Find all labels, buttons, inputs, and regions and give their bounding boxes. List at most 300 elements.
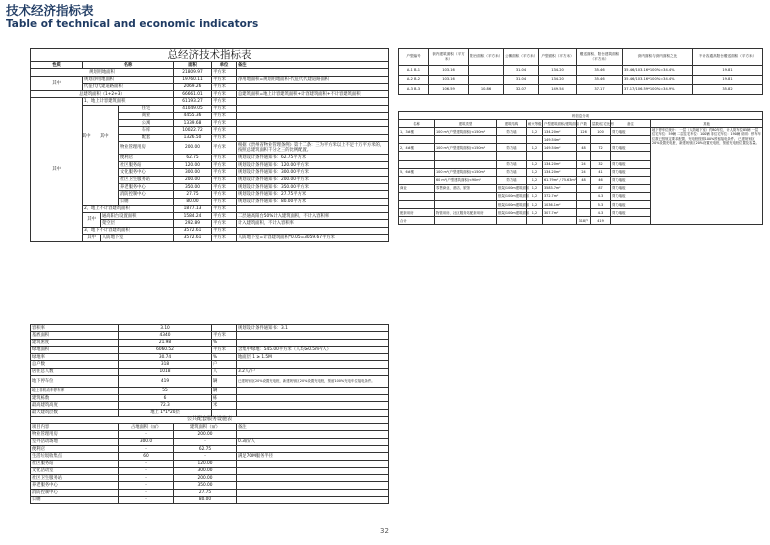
table-cell: 社区卫生服务站 [31,475,119,482]
table-cell: - [119,489,174,496]
table-cell [577,152,591,160]
table-row [399,66,763,76]
table-cell: 307.7m² [543,209,577,217]
table-row [31,395,389,402]
table-cell: 200.00 [174,431,237,438]
table-cell: 社区服务站 [31,460,119,467]
table-cell: 87 [591,184,611,192]
table-cell: 商业 [399,184,435,192]
table-row [31,496,389,503]
table-cell: 1326.50 [174,134,212,141]
table-cell: 60 [119,453,174,460]
col-header: 户型面积（平方米） [539,49,577,66]
table-cell: - [119,460,174,467]
table-cell: 32.07 [504,85,539,95]
col-header: 耐火等级 [527,120,543,128]
sub-group-label: 其中 [100,134,109,139]
table-cell: 平方米 [212,134,237,141]
table-cell: - [174,438,237,445]
table-cell: 剪力墙板 [611,184,651,192]
table-cell: 32 [591,160,611,168]
table-cell: 149.54 [539,85,577,95]
table-cell: 规划用地面积 [31,69,174,76]
table-cell: 净用地面积=规划用地面积-代征代代建道路面积 [237,76,389,83]
table-cell: 地下停车位 [31,375,119,387]
table-cell: 平方米 [212,169,237,176]
table-cell: 剪力墙板 [611,160,651,168]
table-cell: 5.3 [591,201,611,209]
table-row [399,128,763,136]
table-cell: 架空层 [101,220,174,227]
table-cell: 3.2人/户 [237,368,389,375]
table-cell [237,460,389,467]
table-cell: 容积率 [31,325,119,332]
table-row [31,69,389,76]
table-cell: 平方米 [212,154,237,161]
table-cell [212,325,237,332]
table-cell: 框架/100m建筑面积 [497,201,527,209]
table-cell: 公寓 [119,120,174,127]
table-cell: 3、地下不计容建筑面积 [83,227,174,234]
table-cell: 米 [212,402,237,409]
col-header: 面积 [174,62,212,69]
table-cell: 27.75 [174,489,237,496]
table-cell: 消防控制中心 [119,191,174,198]
table-row [31,213,389,220]
table-cell: 平方米 [212,176,237,183]
table-cell: 已建规划区20%设置充电桩，新建规划区20%设置充电桩，预留100%充电车位接电条件。 [237,375,389,387]
table-cell: 1,2 [527,168,543,176]
table-cell: 框架/100m建筑面积 [497,184,527,192]
table-cell: 350.00 [174,482,237,489]
col-header: 项目内容 [31,424,119,431]
table-row [31,205,389,212]
table-cell [237,83,389,90]
table-cell: 200.00 [174,475,237,482]
table-cell: 292.89 [174,220,212,227]
table-cell: 19.81 [693,66,763,76]
col-header: 性质 [31,62,83,69]
table-cell: 栋 [212,395,237,402]
table-cell: 合计 [399,217,435,225]
table-cell [611,152,651,160]
table-cell: 300.00 [174,169,212,176]
table-cell: 60 m²(户型建筑面积)<90m² [435,176,497,184]
table-cell: 1,2 [527,128,543,136]
table-cell: 总建筑面积=地上计容建筑面积+计容建筑面积+不计容建筑面积 [237,91,389,98]
table-cell: 1,2 [527,209,543,217]
table-cell: 80.00 [174,496,237,503]
table-cell: 根据《贵州省物业管理条例》第十二条：三为平方米以上不足十万平方米的，按照总建筑面积千分之三的比例配置。 [237,141,389,154]
table-cell [237,105,389,112]
table-cell: 人防地下室=计容建筑面积*0.05=3059.67平方米 [237,234,389,241]
table-cell: 55 [119,387,212,394]
table-cell: 41049.05 [174,105,212,112]
page-number: 32 [380,527,389,535]
table-cell: 134.20m² [543,168,577,176]
table-cell: 37.17 [577,85,623,95]
table-cell: 平方米 [212,332,237,339]
table-cell: 公厕 [119,198,174,205]
table-cell: 平方米 [212,346,237,353]
table-cell [237,134,389,141]
table-cell [527,217,543,225]
table-cell: 基底面积 [31,332,119,339]
col-header: 建筑结构 [497,120,527,128]
table-cell: 2、地上不计容建筑面积 [83,205,174,212]
table-cell [435,136,497,144]
table-cell [237,227,389,234]
table-cell: - [174,453,237,460]
table-row [31,375,389,387]
table-row [31,402,389,409]
table-row [399,75,763,85]
table-cell: 72 [591,144,611,152]
table-cell: 134.20 [539,75,577,85]
table-cell [591,136,611,144]
table-row [31,83,389,90]
table-cell: 4.3 [591,192,611,200]
table-cell: 总户数 [31,361,119,368]
table-cell: 126 [577,128,591,136]
unit-type-table [398,48,763,95]
table-cell: 平方米 [212,227,237,234]
table-cell: 100 m²(户型建筑面积)<150m² [435,168,497,176]
table-cell [469,66,504,76]
table-cell [237,489,389,496]
table-cell [543,152,577,160]
col-header: 阳台面积（平方米） [469,49,504,66]
table-cell [435,201,497,209]
table-cell [237,387,389,394]
table-cell: 平方米 [212,127,237,134]
table-cell: 人 [212,368,237,375]
table-cell: 46 [591,176,611,184]
table-cell: 配套 [119,134,174,141]
table-cell [399,201,435,209]
table-cell: 300.00 [174,467,237,474]
table-cell: 平方米 [212,120,237,127]
table-cell [435,152,497,160]
table-cell: 1,2 [527,176,543,184]
table-cell: 社区卫生服务站 [119,176,174,183]
table-cell: 剪力墙 [497,128,527,136]
table-cell: 生活垃圾收集点 [31,453,119,460]
table-cell: 平方米 [212,234,237,241]
table-cell: 41 [591,168,611,176]
table-cell: 剪力墙板 [611,176,651,184]
table-cell [399,160,435,168]
table-cell: 剪力墙 [497,144,527,152]
table-cell: 61193.27 [174,98,212,105]
table-cell: 66661.01 [174,91,212,98]
table-cell [435,192,497,200]
table-cell: 户 [212,361,237,368]
table-cell: 剪力墙板 [611,192,651,200]
table-cell [577,201,591,209]
table-cell [399,176,435,184]
table-cell: 代征代代建道路面积 [83,83,174,90]
table-cell: 30.74 [119,354,212,361]
table-cell: 62.75 [174,154,212,161]
table-cell: 2069.26 [174,83,212,90]
table-cell: 框架/100m建筑面积 [497,192,527,200]
table-cell [237,127,389,134]
table-cell: 室外活动场地 [31,438,119,445]
table-row [31,453,389,460]
table-row [31,325,389,332]
facility-table-title: 公共配套服务设施表 [31,416,389,423]
table-cell: 剪力墙板 [611,201,651,209]
table-cell: A-2 B-2 [399,75,429,85]
table-cell: 规划设计条件通知书：80.00平方米 [237,198,389,205]
table-cell: 318户 [577,217,591,225]
table-cell [237,120,389,127]
page-header [6,3,258,31]
table-title: 总经济技术指标表 [31,49,389,62]
table-row [31,346,389,353]
col-header: 备注 [611,120,651,128]
table-cell: 149.54m² [543,144,577,152]
table-cell: 4.3 [591,209,611,217]
col-header: 不计容通高阳台赠送面积（平方米） [693,49,763,66]
table-cell: - [119,496,174,503]
table-cell: 剪力墙板 [611,128,651,136]
table-cell: 人防地下室 [101,234,174,241]
table-cell: 居住总人数 [31,368,119,375]
table-cell: 6 [119,395,212,402]
table-cell: 平方米 [212,183,237,190]
col-header: 名称 [83,62,174,69]
table-cell [83,105,119,205]
table-cell: 1,2 [527,160,543,168]
table-cell: 规划设计条件通知书：120.00平方米 [237,162,389,169]
table-cell: 养老服务中心 [31,482,119,489]
table-row [31,361,389,368]
table-cell: 规划净用地面积 [83,76,174,83]
table-cell: 辆 [212,375,237,387]
table-cell: 19.81 [693,75,763,85]
table-cell: 10022.72 [174,127,212,134]
table-row [31,368,389,375]
table-cell: 剪力墙板 [611,168,651,176]
table-cell: 其中 [83,213,101,228]
table-cell [237,482,389,489]
table-cell: 绿地率 [31,354,119,361]
col-header: 占地面积（㎡） [119,424,174,431]
table-cell: 公厕 [31,496,119,503]
table-cell: 建筑密度 [31,339,119,346]
table-cell: 134.20 [539,66,577,76]
table-cell: 419 [119,375,212,387]
table-cell: % [212,354,237,361]
table-cell: 419 [591,217,611,225]
table-cell [237,409,389,416]
table-cell: A-1 B-1 [399,66,429,76]
table-cell: 剪力墙 [497,168,527,176]
col-header: 其他 [651,120,763,128]
table-cell: 80.00 [174,198,212,205]
table-cell: 62.75 [174,445,237,452]
table-cell: 二层通高阳台50%计入建筑面积，不计入容积率 [237,213,389,220]
col-header: 建筑类型 [435,120,497,128]
table-cell: 1584.24 [174,213,212,220]
table-cell: 平方米 [212,220,237,227]
table-cell: 37.17/106.59*100%=34.9% [623,85,693,95]
table-cell: 350.00 [174,183,212,190]
table-cell: 地面层 1 ≥ 1.5M [237,354,389,361]
table-cell: 物业管理用房 [119,141,174,154]
table-cell [435,217,497,225]
table-cell: 规划设计条件通知书：350.00平方米 [237,183,389,190]
col-header: 户数 [577,120,591,128]
col-header: 单位 [212,62,237,69]
building-side-note: 地下停车位统计： 一层（人防地下室）约80车位，计人防车位85辆 一层住宅车位：59辆 二层住宅车位：100辆 非住宅车位：190辆 说明：停车车位数已按规定要求配置，充电桩按照100%预留接电条件。 已建规划区20%设置充电桩，新建规划区20%设置充电桩，预留充电桩位置及容量。 [651,128,763,225]
table-cell: 配套用房 [399,209,435,217]
table-cell: 1,2 [527,144,543,152]
page-title-cn: 技术经济指标表 [6,3,94,18]
table-row [31,475,389,482]
table-cell: 0.3㎡/人 [237,438,389,445]
table-row [31,105,389,112]
table-row [31,445,389,452]
table-cell: 辆 [212,387,237,394]
table-cell [237,332,389,339]
table-cell: 规划设计条件通知书：62.75平方米 [237,154,389,161]
table-cell: 最大建筑层数 [31,409,119,416]
table-cell [399,136,435,144]
table-cell [237,69,389,76]
table-cell: 3572.61 [174,227,212,234]
table-cell [527,152,543,160]
table-cell: 满足70M服务半径 [237,453,389,460]
table-cell [237,445,389,452]
table-cell: 61.79m² / 75.63m² [543,176,577,184]
table-cell: 72.3 [119,402,212,409]
table-cell: 24 [577,168,591,176]
col-header: 备注 [237,424,389,431]
table-cell: 框架/100m建筑面积 [497,209,527,217]
table-row [31,431,389,438]
page-title-en: Table of technical and economic indicators [6,18,259,30]
table-row [31,98,389,105]
table-cell: 31.04 [504,66,539,76]
table-cell: 规划设计条件通知书：300.00平方米 [237,169,389,176]
table-cell [237,361,389,368]
table-cell: 平方米 [212,141,237,154]
table-cell: 3.10 [119,325,212,332]
table-cell: 地上非机动车停车库 [31,387,119,394]
col-header: 层数/住宅比例 [591,120,611,128]
table-cell [577,136,591,144]
table-cell: 平方米 [212,191,237,198]
table-cell: 剪力墙 [497,160,527,168]
table-row [31,227,389,234]
table-cell: % [212,339,237,346]
table-cell: A-3 B-3 [399,85,429,95]
table-cell: 35.46/103.16*100%=34.4% [623,75,693,85]
table-cell: 社区服务站 [119,162,174,169]
table-cell: 平方米 [212,98,237,105]
table-row [31,91,389,98]
table-cell: 平方米 [212,205,237,212]
table-cell [237,475,389,482]
table-cell: 1、3#楼 [399,128,435,136]
building-info-table [398,111,763,225]
table-cell: 100 m²(户型建筑面积)<150m² [435,128,497,136]
col-header: 公摊面积（平方米） [504,49,539,66]
table-cell: 48 [577,144,591,152]
table-cell: - [119,467,174,474]
table-cell [435,160,497,168]
table-cell: 零售商业、酒店、旅馆 [435,184,497,192]
col-header: 套内建筑面积（平方米） [429,49,469,66]
table-cell [237,431,389,438]
table-row [399,85,763,95]
table-cell [577,209,591,217]
table-cell: 最高建筑高度 [31,402,119,409]
table-cell: 27.75 [174,191,212,198]
table-cell: 3583.7m² [543,184,577,192]
table-cell: 120.00 [174,162,212,169]
table-cell: 4340 [119,332,212,339]
col-header: 名称 [399,120,435,128]
table-cell: 35.82 [693,85,763,95]
table-cell [543,217,577,225]
table-cell: 4455.36 [174,112,212,119]
table-cell: 35.46 [577,66,623,76]
table-cell [527,136,543,144]
table-cell [497,136,527,144]
table-cell: 物业管理用房 [31,431,119,438]
col-header: 套内面积与套内面积之比 [623,49,693,66]
table-cell: 149.54m² [543,136,577,144]
table-cell: 200.00 [174,141,212,154]
table-cell [497,152,527,160]
table-cell: 总建筑面积（1+2+3） [31,91,174,98]
table-row [31,387,389,394]
table-cell: 车库 [119,127,174,134]
table-cell: - [119,475,174,482]
table-cell: 住宅 [119,105,174,112]
table-cell [611,217,651,225]
table-cell: 养老服务中心 [119,183,174,190]
table-cell: 建筑栋数 [31,395,119,402]
table-cell: 21809.97 [174,69,212,76]
table-row [31,76,389,83]
table-cell: 35.46 [577,75,623,85]
table-cell: 1、地上计容建筑面积 [83,98,174,105]
col-header: 户型建筑面积/建筑面积 [543,120,577,128]
indicators-table [30,324,389,504]
table-cell: 规划设计条件通知书：3.1 [237,325,389,332]
table-cell [469,75,504,85]
table-cell: 134.20m² [543,160,577,168]
table-row [31,489,389,496]
table-cell: 35.46/103.16*100%=34.4% [623,66,693,76]
table-cell: 3572.61 [174,234,212,241]
table-cell: 120.00 [174,460,237,467]
table-cell: 1036.1m² [543,201,577,209]
col-header: 建筑面积（㎡） [174,424,237,431]
table-cell: 106.59 [429,85,469,95]
table-cell: 剪力墙板 [611,144,651,152]
table-cell [237,112,389,119]
table-cell: 103.16 [429,75,469,85]
table-cell: 1,2 [527,192,543,200]
table-cell: 19760.11 [174,76,212,83]
table-cell: 1339.68 [174,120,212,127]
